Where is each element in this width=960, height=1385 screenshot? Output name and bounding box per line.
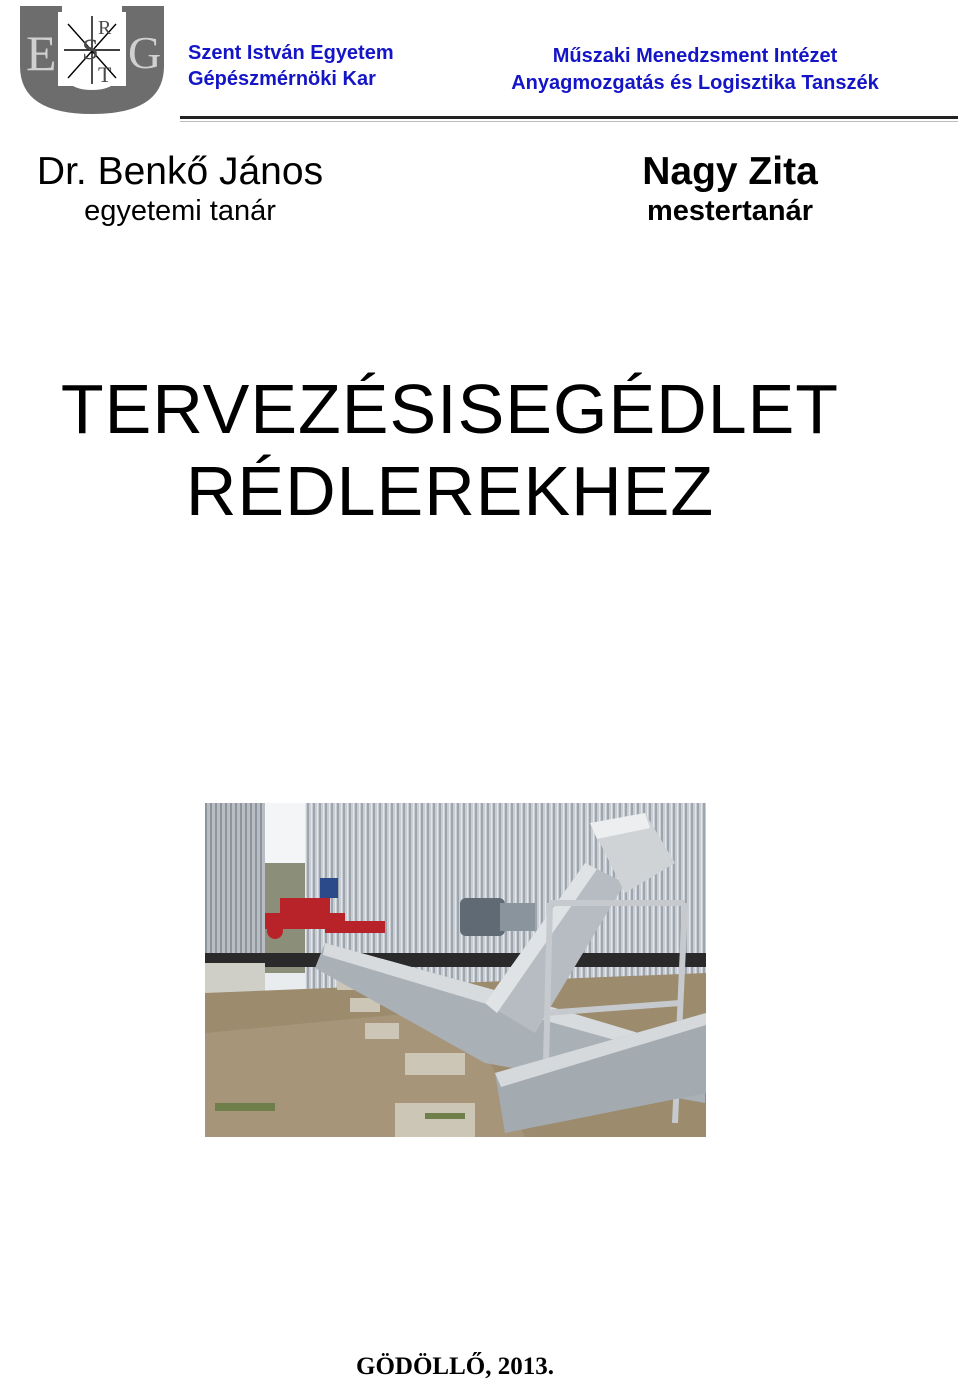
department-name: Anyagmozgatás és Logisztika Tanszék — [511, 72, 879, 94]
footer-place-year: GÖDÖLLŐ, 2013. — [356, 1353, 554, 1380]
logo-letter-r: R — [98, 17, 112, 39]
logo-letter-s: S — [82, 33, 99, 66]
author-1 — [0, 150, 360, 228]
author-2-name: Nagy Zita — [642, 150, 818, 193]
university-logo-icon — [12, 4, 172, 116]
logo-letter-t: T — [98, 62, 112, 87]
university-name: Szent István Egyetem — [188, 42, 394, 64]
university-block — [188, 40, 394, 92]
header-divider-shadow — [180, 121, 958, 122]
logo-letter-g: G — [128, 27, 162, 78]
document-title — [0, 368, 900, 532]
author-2 — [600, 150, 860, 228]
header-divider — [180, 116, 958, 119]
document-title-line-2: RÉDLEREKHEZ — [185, 452, 715, 530]
faculty-name: Gépészmérnöki Kar — [188, 68, 376, 90]
author-2-title: mestertanár — [646, 195, 814, 227]
institute-name: Műszaki Menedzsment Intézet — [552, 45, 838, 67]
author-1-name: Dr. Benkő János — [36, 150, 324, 193]
document-title-line-1: TERVEZÉSISEGÉDLET — [60, 370, 840, 448]
author-1-title: egyetemi tanár — [84, 195, 276, 227]
logo-letter-e: E — [26, 25, 57, 81]
conveyor-photo — [205, 803, 706, 1137]
institute-block — [460, 43, 930, 97]
